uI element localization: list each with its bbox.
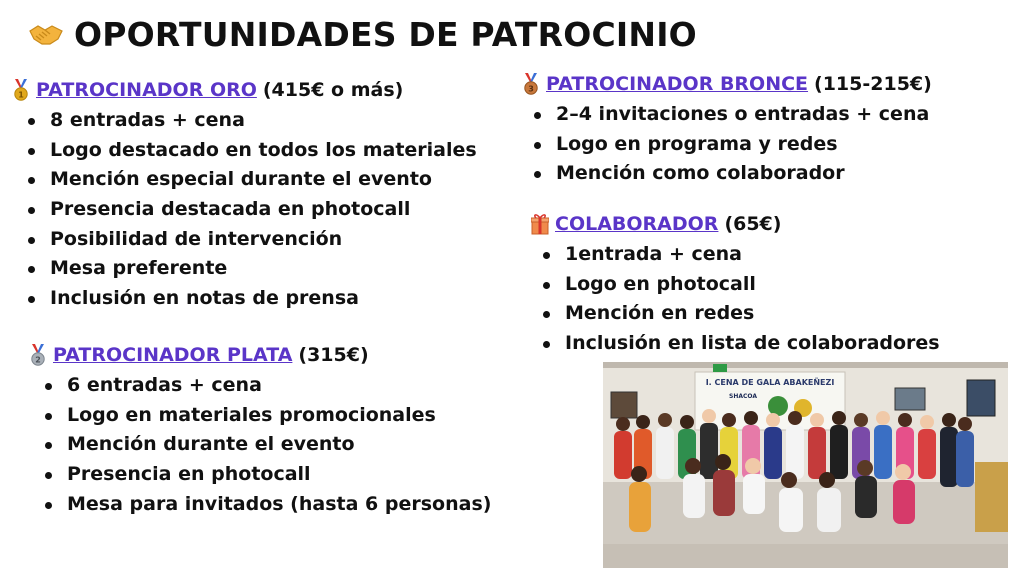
colaborador-price: (65€) [724,213,782,235]
plata-link[interactable]: PATROCINADOR PLATA [53,344,293,366]
colaborador-link[interactable]: COLABORADOR [555,213,719,235]
gold-medal-icon [12,79,30,101]
title-text: OPORTUNIDADES DE PATROCINIO [74,14,697,54]
list-item: Inclusión en lista de colaboradores [539,329,940,359]
list-item: 8 entradas + cena [24,106,477,136]
list-item: Logo destacado en todos los materiales [24,136,477,166]
oro-benefits-list [24,106,477,314]
list-item: Presencia en photocall [41,460,491,490]
list-item: Mención especial durante el evento [24,165,477,195]
section-colaborador [531,210,940,359]
gift-icon [531,213,549,235]
bronce-benefits-list [530,100,932,189]
plata-price: (315€) [298,344,369,366]
colaborador-benefits-list [539,240,940,359]
list-item: Mesa para invitados (hasta 6 personas) [41,490,491,520]
section-plata-header [29,341,491,369]
section-plata [29,341,491,519]
list-item: Mención durante el evento [41,430,491,460]
list-item: Logo en photocall [539,270,940,300]
section-oro [12,76,477,314]
bronce-price: (115-215€) [814,73,932,95]
list-item: Logo en programa y redes [530,130,932,160]
banner-title: I. CENA DE GALA ABAKEÑEZI [705,378,835,387]
plata-benefits-list [41,371,491,519]
list-item: Inclusión en notas de prensa [24,284,477,314]
list-item: 2–4 invitaciones o entradas + cena [530,100,932,130]
section-bronce [522,70,932,189]
oro-price: (415€ o más) [262,79,404,101]
section-colaborador-header [531,210,940,238]
banner-subtitle: SHACOA [729,393,757,400]
svg-text:2: 2 [35,355,41,365]
list-item: Presencia destacada en photocall [24,195,477,225]
section-oro-header [12,76,477,104]
bronce-link[interactable]: PATROCINADOR BRONCE [546,73,809,95]
handshake-icon [28,19,64,49]
list-item: Mesa preferente [24,254,477,284]
silver-medal-icon [29,344,47,366]
event-group-photo [603,362,1008,568]
list-item: 1entrada + cena [539,240,940,270]
bronze-medal-icon [522,73,540,95]
list-item: Mención en redes [539,299,940,329]
svg-text:3: 3 [528,84,534,94]
oro-link[interactable]: PATROCINADOR ORO [36,79,257,101]
list-item: 6 entradas + cena [41,371,491,401]
list-item: Mención como colaborador [530,159,932,189]
list-item: Posibilidad de intervención [24,225,477,255]
section-bronce-header [522,70,932,98]
svg-text:1: 1 [18,90,24,100]
list-item: Logo en materiales promocionales [41,401,491,431]
page-title [28,12,697,56]
